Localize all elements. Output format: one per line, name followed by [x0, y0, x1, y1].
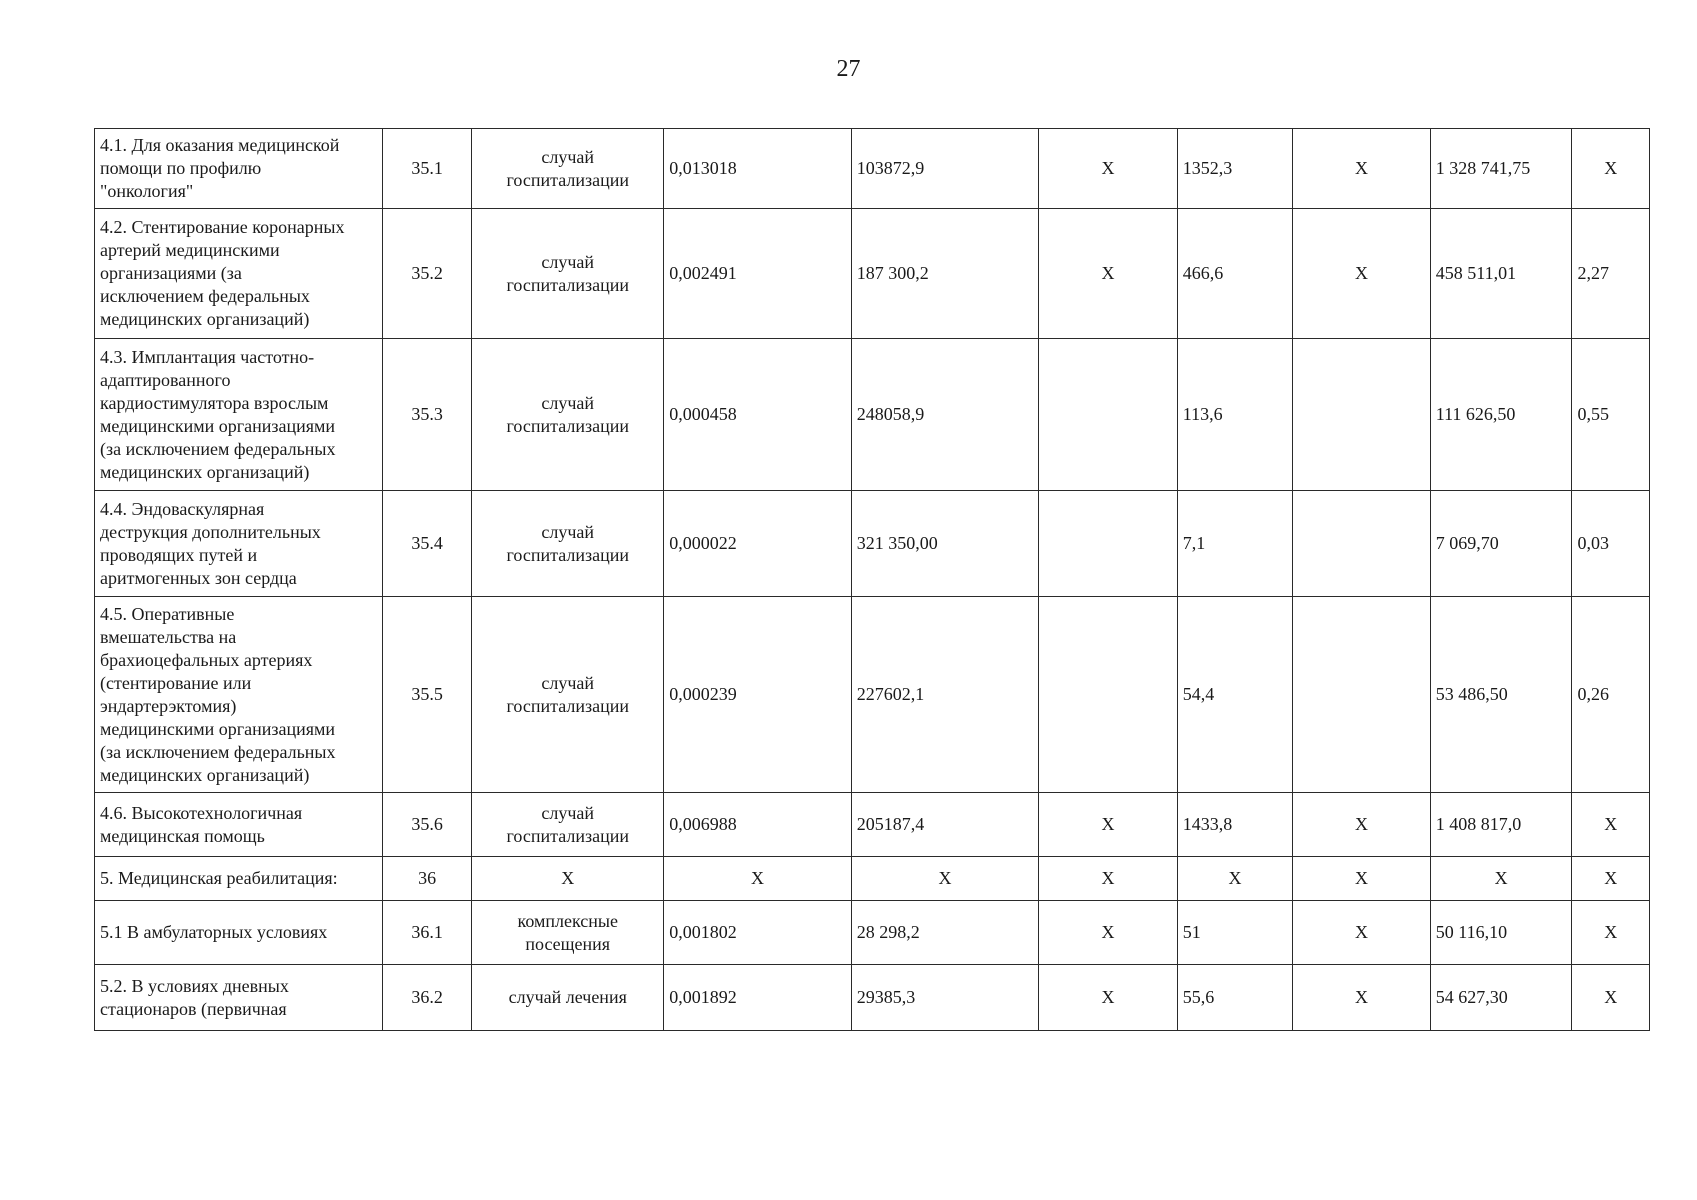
row-value: 1352,3 [1177, 129, 1293, 209]
row-value: 7 069,70 [1430, 491, 1572, 597]
row-name: 4.3. Имплантация частотно- адаптированного кардиостимулятора взрослым медицинскими организациями (за исключением федеральных медицинских организаций) [100, 346, 336, 482]
row-value: X [664, 857, 852, 901]
row-value: 1 408 817,0 [1430, 793, 1572, 857]
row-value: 103872,9 [851, 129, 1039, 209]
row-value: 0,000239 [664, 597, 852, 793]
row-value [1293, 339, 1430, 491]
row-code: 36.1 [382, 901, 471, 965]
row-value: 466,6 [1177, 209, 1293, 339]
row-code: 35.1 [382, 129, 471, 209]
row-value: X [1572, 793, 1650, 857]
table-row [95, 901, 1650, 965]
row-value: X [1039, 129, 1177, 209]
row-code: 35.5 [382, 597, 471, 793]
row-value: 227602,1 [851, 597, 1039, 793]
row-value: X [1293, 209, 1430, 339]
row-value: 7,1 [1177, 491, 1293, 597]
row-value: X [1293, 793, 1430, 857]
row-code: 35.4 [382, 491, 471, 597]
row-value: X [1039, 209, 1177, 339]
row-code: 35.6 [382, 793, 471, 857]
row-value [1039, 597, 1177, 793]
table-row [95, 209, 1650, 339]
row-value: X [1293, 129, 1430, 209]
row-name: 5. Медицинская реабилитация: [100, 868, 338, 888]
row-unit: случай госпитализации [506, 672, 629, 716]
row-code: 36.2 [382, 965, 471, 1031]
row-value: 2,27 [1572, 209, 1650, 339]
row-value: X [1039, 857, 1177, 901]
row-value: 1433,8 [1177, 793, 1293, 857]
row-name: 4.2. Стентирование коронарных артерий медицинскими организациями (за исключением федеральных медицинских организаций) [100, 217, 345, 329]
row-value: 0,001802 [664, 901, 852, 965]
row-value: 54 627,30 [1430, 965, 1572, 1031]
row-name: 4.1. Для оказания медицинской помощи по профилю "онкология" [100, 135, 340, 201]
row-value: 0,000458 [664, 339, 852, 491]
table-row [95, 793, 1650, 857]
row-value: 0,001892 [664, 965, 852, 1031]
row-value: 248058,9 [851, 339, 1039, 491]
row-value: 0,013018 [664, 129, 852, 209]
row-value: 50 116,10 [1430, 901, 1572, 965]
row-value: X [1572, 901, 1650, 965]
row-value: X [1430, 857, 1572, 901]
row-value: 28 298,2 [851, 901, 1039, 965]
row-value: 29385,3 [851, 965, 1039, 1031]
row-unit: случай госпитализации [506, 146, 629, 190]
row-value: 205187,4 [851, 793, 1039, 857]
row-value: 0,002491 [664, 209, 852, 339]
row-value: X [851, 857, 1039, 901]
row-value: X [1572, 965, 1650, 1031]
row-value: 51 [1177, 901, 1293, 965]
row-value: 321 350,00 [851, 491, 1039, 597]
row-code: 36 [382, 857, 471, 901]
row-value: X [1293, 965, 1430, 1031]
row-value: X [1039, 901, 1177, 965]
row-value: X [1572, 129, 1650, 209]
table-row [95, 857, 1650, 901]
row-value: X [1293, 857, 1430, 901]
row-value: 0,55 [1572, 339, 1650, 491]
row-value: 111 626,50 [1430, 339, 1572, 491]
row-value: 0,006988 [664, 793, 852, 857]
data-table [94, 128, 1650, 1031]
row-value: 0,000022 [664, 491, 852, 597]
row-unit: комплексные посещения [517, 910, 618, 954]
row-unit: случай госпитализации [506, 251, 629, 295]
row-value: 54,4 [1177, 597, 1293, 793]
row-unit: случай госпитализации [506, 521, 629, 565]
row-value [1039, 339, 1177, 491]
row-value: X [1177, 857, 1293, 901]
row-name: 4.4. Эндоваскулярная деструкция дополнительных проводящих путей и аритмогенных зон сердца [100, 498, 321, 588]
row-value: 187 300,2 [851, 209, 1039, 339]
row-value: 53 486,50 [1430, 597, 1572, 793]
row-value: X [1572, 857, 1650, 901]
row-unit: случай госпитализации [506, 392, 629, 436]
table-row [95, 491, 1650, 597]
table-row [95, 597, 1650, 793]
row-value: 0,03 [1572, 491, 1650, 597]
row-value: 0,26 [1572, 597, 1650, 793]
row-name: 4.6. Высокотехнологичная медицинская помощь [100, 802, 303, 846]
row-unit: случай лечения [508, 987, 627, 1007]
page-number: 27 [836, 56, 861, 82]
row-unit: X [561, 868, 575, 888]
row-value: X [1039, 965, 1177, 1031]
row-value [1039, 491, 1177, 597]
row-value: 55,6 [1177, 965, 1293, 1031]
row-value [1293, 597, 1430, 793]
row-name: 4.5. Оперативные вмешательства на брахиоцефальных артериях (стентирование или эндартерэктомия) медицинскими организациями (за исключением федеральных медицинских организаций) [100, 603, 336, 785]
row-code: 35.2 [382, 209, 471, 339]
row-name: 5.2. В условиях дневных стационаров (первичная [100, 975, 289, 1019]
row-unit: случай госпитализации [506, 802, 629, 846]
row-value: X [1039, 793, 1177, 857]
row-value [1293, 491, 1430, 597]
row-name: 5.1 В амбулаторных условиях [100, 922, 328, 942]
table-row [95, 965, 1650, 1031]
row-value: 1 328 741,75 [1430, 129, 1572, 209]
row-value: 113,6 [1177, 339, 1293, 491]
row-value: 458 511,01 [1430, 209, 1572, 339]
table-row [95, 339, 1650, 491]
table-row [95, 129, 1650, 209]
row-value: X [1293, 901, 1430, 965]
row-code: 35.3 [382, 339, 471, 491]
